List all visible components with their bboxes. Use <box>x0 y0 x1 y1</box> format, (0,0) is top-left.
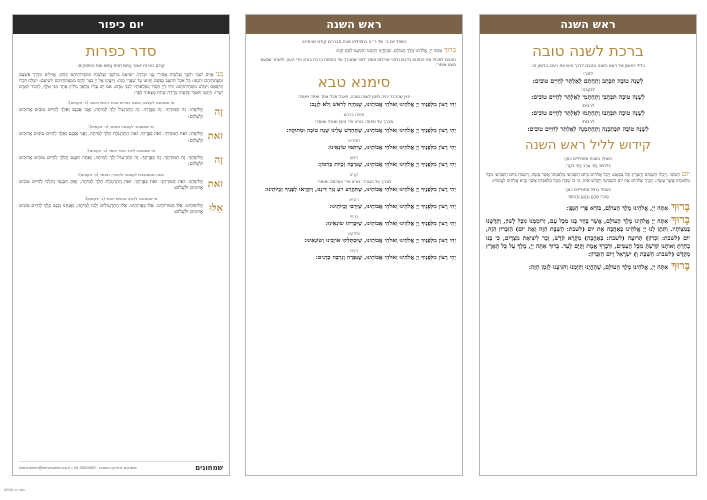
kiddush-text: אַתָּה יְיָ אֱלֹהֵינוּ מֶלֶךְ הָעוֹלָם, אֲשֶׁר בָּחַר בָּנוּ מִכָּל עָם, וְרוֹמְמָנוּ מִכָּל לָשׁוֹן, וְקִדְּשָׁנוּ בְּמִצְוֹתָיו. וַתִּתֶּן לָנוּ יְיָ אֱלֹהֵינוּ בְּאַהֲבָה אֶת יוֹם (לשבת: הַשַּׁבָּת הַזֶּה וְאֶת יוֹם) הַזִּכָּרוֹן הַזֶּה, יוֹם (לשבת: זִכְרוֹן) תְּרוּעָה (לשבת: בְּאַהֲבָה) מִקְרָא קֹדֶשׁ, זֵכֶר לִיצִיאַת מִצְרָיִם, כִּי בָנוּ בָחַרְתָּ וְאוֹתָנוּ קִדַּשְׁתָּ מִכָּל הָעַמִּים, וּדְבָרְךָ אֱמֶת וְקַיָּם לָעַד. בָּרוּךְ אַתָּה יְיָ, מֶלֶךְ עַל כָּל הָאָרֶץ מְקַדֵּשׁ (לשבת: הַשַּׁבָּת וְ) יִשְׂרָאֵל וְיוֹם הַזִּכָּרוֹן: <box>486 218 690 258</box>
item-text: חֲלִיפָתְךָ. זֶה תְּמוּרָתְךָ. זֶה כַּפָּרָתְךָ. זֶה הַתַּרְנְגוֹל יֵלֵךְ לְמִיתָה, וְאַתָּה תִּכָּנֵס וְתֵלֵךְ לְחַיִּים טוֹבִים אֲרוּכִים וּלְשָׁלוֹם: <box>19 155 203 168</box>
panel-header: יום כיפור <box>13 15 229 34</box>
kaparot-row <box>19 156 223 169</box>
wish-text: לְשָׁנָה טוֹבָה תִּכָּתַבְנָה וְתֵחָתַמְנָה לְאַלְתַּר לְחַיִּים טוֹבִים: <box>527 125 649 133</box>
siman-note: מברך על תפוח: בורא פרי העץ ואוכל ואומר: <box>314 119 394 125</box>
kiddush-line <box>486 213 690 259</box>
instruction-note: יכוין שהדבר יהיה סימן לשנה טובה, ויאכל מכל אחד ואחד ויאמר: <box>297 93 411 99</box>
blessing-text: אַתָּה יְיָ, אֱלֹהֵינוּ מֶלֶךְ הָעוֹלָם, שֶׁהֶחֱיָנוּ וְקִיְּמָנוּ וְהִגִּיעָנוּ לַזְּמַן הַזֶּה: <box>335 48 442 54</box>
panel-yom-kippur <box>12 14 230 476</box>
panel-simanim <box>245 14 463 476</box>
wish-label: לרבים: <box>581 103 595 109</box>
kaparot-items <box>19 100 223 216</box>
item-text: חֲלִיפָתֵךְ. זֹאת תְּמוּרָתֵךְ. זֹאת כַּפָּרָתֵךְ. זֹאת הַתַּרְנְגֹלֶת תֵּלֵךְ לְמִיתָה, וְאַתְּ תִּכָּנְסִי וְתֵלְכִי לְחַיִּים טוֹבִים אֲרוּכִים וּלְשָׁלוֹם: <box>19 179 203 192</box>
section-title: סדר כפרות <box>85 42 157 60</box>
item-lead-word: זֶה <box>214 154 223 166</box>
panel-header: ראש השנה <box>246 15 462 34</box>
wish-label: לנקבה: <box>581 87 595 93</box>
item-text: חֲלִיפוֹתֵינוּ. אֵלּוּ תְּמוּרוֹתֵינוּ. אֵלּוּ כַּפָּרוֹתֵינוּ. אֵלּוּ הַתַּרְנְגוֹלִים יֵלְכוּ לְמִיתָה, וַאֲנַחְנוּ נִכָּנֵס וְנֵלֵךְ לְחַיִּים טוֹבִים אֲרוּכִים וּלְשָׁלוֹם: <box>19 203 203 215</box>
kaparot-row <box>19 132 223 145</box>
instruction-note: בלחש: וַיְהִי עֶרֶב וַיְהִי בֹקֶר: <box>565 163 611 168</box>
siman-name: תמרים <box>348 137 360 143</box>
shabbat-text: הַשִּׁשִּׁי. וַיְכֻלּוּ הַשָּׁמַיִם וְהָאָרֶץ וְכָל צְבָאָם: וַיְכַל אֱלֹהִים בַּיּוֹם הַשְּׁבִיעִי מְלַאכְתּוֹ אֲשֶׁר עָשָׂה, וַיִּשְׁבֹּת בַּיּוֹם הַשְּׁבִיעִי מִכָּל מְלַאכְתּוֹ אֲשֶׁר עָשָׂה: וַיְבָרֶךְ אֱלֹהִים אֶת יוֹם הַשְּׁבִיעִי וַיְקַדֵּשׁ אֹתוֹ, כִּי בוֹ שָׁבַת מִכָּל מְלַאכְתּוֹ אֲשֶׁר בָּרָא אֱלֹהִים לַעֲשׂוֹת: <box>486 172 690 184</box>
item-note: מי שמסובב לכמה אנשים יאמר (ג׳ פעמים): <box>84 195 158 201</box>
catalog-number: מק״ט: 4040 <box>4 488 25 492</box>
savri-line: סַבְרִי מָרָנָן וְרַבָּנָן וְרַבּוֹתַי: <box>567 194 609 200</box>
lead-word: יוֹם <box>682 169 690 178</box>
siman-blessing: יְהִי רָצוֹן מִלְּפָנֶיךָ יְיָ אֱלֹהֵינוּ וֵאלֹהֵי אֲבוֹתֵינוּ, שֶׁתְּחַדֵּשׁ עָלֵינוּ שָׁנָה טוֹבָה וּמְתוּקָה: <box>286 127 456 134</box>
siman-name: סילקא <box>348 231 360 237</box>
simanim-list <box>252 112 456 262</box>
siman-blessing: יְהִי רָצוֹן מִלְּפָנֶיךָ יְיָ אֱלֹהֵינוּ וֵאלֹהֵי אֲבוֹתֵינוּ, שֶׁיִּכָּרְתוּ שׂוֹנְאֵינוּ: <box>325 221 456 228</box>
siman-note: מברך על הגורד: בורא פרי האדמה ואומר: <box>316 178 392 184</box>
panel-header: ראש השנה <box>480 15 696 34</box>
instruction-note: נוהגים לאכול את התפוח בדבש ולפני אכילתו אומר לפני שמברך על התפוח ברכת בורא פרי העץ, ולאחר שטעם מעט אומר: <box>260 56 456 68</box>
item-lead-word: זֹאת <box>207 131 223 143</box>
section-title: סימנא טבא <box>317 72 391 91</box>
kiddush-line <box>486 259 690 273</box>
opening-verses <box>19 71 223 98</box>
wish-text: לְשָׁנָה טוֹבָה תִּכָּתֵב וְתֵחָתֵם לְאַלְתַּר לְחַיִּים טוֹבִים: <box>532 77 644 85</box>
footer <box>19 461 223 472</box>
lead-word: בְּנֵי <box>215 69 223 78</box>
shabbat-verses <box>486 171 690 185</box>
siman-blessing: יְהִי רָצוֹן מִלְּפָנֶיךָ יְיָ אֱלֹהֵינוּ וֵאלֹהֵי אֲבוֹתֵינוּ, שֶׁיִּתַּמּוּ שׂוֹנְאֵינוּ: <box>327 144 456 151</box>
siman-name: קרא <box>349 171 359 177</box>
siman-blessing: יְהִי רָצוֹן מִלְּפָנֶיךָ יְיָ אֱלֹהֵינוּ וֵאלֹהֵי אֲבוֹתֵינוּ, שֶׁנִּרְבֶּה זְכֻיּוֹת כְּרִמּוֹן: <box>317 161 456 168</box>
siman-blessing: יְהִי רָצוֹן מִלְּפָנֶיךָ יְיָ אֱלֹהֵינוּ וֵאלֹהֵי אֲבוֹתֵינוּ, שֶׁיִּרְבּוּ זְכֻיּוֹתֵינוּ: <box>329 204 456 211</box>
siman-blessing: יְהִי רָצוֹן מִלְּפָנֶיךָ יְיָ אֱלֹהֵינוּ וֵאלֹהֵי אֲבוֹתֵינוּ, שֶׁיִּסְתַּלְּקוּ אוֹיְבֵינוּ וְשׂוֹנְאֵינוּ: <box>304 238 456 245</box>
siman-blessing: יְהִי רָצוֹן מִלְּפָנֶיךָ יְיָ אֱלֹהֵינוּ וֵאלֹהֵי אֲבוֹתֵינוּ, שֶׁתִּקְרַע רֹעַ גְּזַר דִּינֵנוּ, וְיִקָּרְאוּ לְפָנֶיךָ זְכֻיּוֹתֵינוּ: <box>264 187 456 194</box>
item-lead-word: אֵלּוּ <box>209 202 223 214</box>
item-note: מי שמסובב לעצמו, יסובב כפרות סביב ראשו ויאמר (ג׳ פעמים): <box>67 100 175 106</box>
item-lead-word: זֹאת <box>207 178 223 190</box>
item-note: מי שמסובב לעצמה תאמר (ג׳ פעמים): <box>88 124 154 130</box>
instruction-note: כשחל בחול מתחילים כאן: <box>565 186 611 192</box>
wish-text: לְשָׁנָה טוֹבָה תִּכָּתְבוּ וְתֵחָתְמוּ לְאַלְתַּר לְחַיִּים טוֹבִים: <box>531 109 645 117</box>
wish-label: לרבות: <box>581 119 595 125</box>
siman-name: רוביא <box>349 197 359 203</box>
opening-text: אָדָם יֹשְׁבֵי חֹשֶׁךְ וְצַלְמָוֶת אֲסִירֵי עֳנִי וּבַרְזֶל: יוֹצִיאֵם מֵחֹשֶׁךְ וְצַלְמָוֶת וּמוֹסְרוֹתֵיהֶם יְנַתֵּק: אֱוִילִים מִדֶּרֶךְ פִּשְׁעָם וּמֵעֲוֹנֹתֵיהֶם יִתְעַנּוּ: כָּל אֹכֶל תְּתַעֵב נַפְשָׁם וַיַּגִּיעוּ עַד שַׁעֲרֵי מָוֶת: וַיִּזְעֲקוּ אֶל יְיָ בַּצַּר לָהֶם מִמְּצֻקוֹתֵיהֶם יוֹשִׁיעֵם: יִשְׁלַח דְּבָרוֹ וְיִרְפָּאֵם וִימַלֵּט מִשְּׁחִיתוֹתָם: יוֹדוּ לַיְיָ חַסְדּוֹ וְנִפְלְאוֹתָיו לִבְנֵי אָדָם: אִם יֵשׁ עָלָיו מַלְאָךְ מֵלִיץ אֶחָד מִנִּי אָלֶף, לְהַגִּיד לְאָדָם יָשְׁרוֹ: וַיְחֻנֶּנּוּ וַיֹּאמֶר פְּדָעֵהוּ מֵרֶדֶת שַׁחַת מָצָאתִי כֹפֶר: <box>19 72 223 97</box>
panel-kiddush <box>479 14 697 476</box>
section-title: קידוש לליל ראש השנה <box>524 137 652 153</box>
footer-text: משווקים יודאיקה ומתנות - 03-0000000 | simchonim@simchonim.co.il <box>19 465 137 470</box>
item-text: חֲלִיפָתִי. זֹאת תְּמוּרָתִי. זֹאת כַּפָּרָתִי. זֹאת הַתַּרְנְגֹלֶת תֵּלֵךְ לְמִיתָה, וַאֲנִי אֶכָּנֵס וְאֵלֵךְ לְחַיִּים טוֹבִים אֲרוּכִים וּלְשָׁלוֹם: <box>19 132 203 144</box>
wish-label: לזכר: <box>582 71 594 77</box>
instruction-note: כשחל בשבת מתחילים כאן: <box>564 155 612 161</box>
item-lead-word: זֶה <box>214 107 223 119</box>
instruction-note: בליל ראשון של ראש השנה נוהגים לברך איש את רעהו בלשון זה: <box>531 63 645 68</box>
kiddush-text: אַתָּה יְיָ, אֱלֹהֵינוּ מֶלֶךְ הָעוֹלָם, בּוֹרֵא פְּרִי הַגָּפֶן: <box>566 204 669 212</box>
siman-name: תפוח בדבש <box>343 112 365 118</box>
instruction-note: כשחל יום ב׳ של ר״ה בתחילתו שבת מברכים קודם שהחיינו: <box>301 39 407 44</box>
section-title: ברכת לשנה טובה <box>532 42 644 60</box>
siman-name: כרתי <box>349 214 359 220</box>
siman-name: דגים <box>350 248 358 254</box>
item-note: מי שמסובב לזכר אחר יאמר (ג׳ פעמים): <box>86 147 156 153</box>
kiddush-line <box>486 199 690 213</box>
kiddush-text: אַתָּה יְיָ, אֱלֹהֵינוּ מֶלֶךְ הָעוֹלָם, שֶׁהֶחֱיָנוּ וְקִיְּמָנוּ וְהִגִּיעָנוּ לַזְּמַן הַזֶּה: <box>528 264 669 272</box>
lead-word: בָּרוּךְ <box>443 45 456 54</box>
siman-blessing: יְהִי רָצוֹן מִלְּפָנֶיךָ יְיָ אֱלֹהֵינוּ וֵאלֹהֵי אֲבוֹתֵינוּ, שֶׁנִּפְרֶה וְנִרְבֶּה כְּדָגִים: <box>315 255 456 262</box>
wishes-list <box>486 72 690 133</box>
kiddush-blessings <box>486 199 690 273</box>
item-note: אשה שמסובבת לעצמה ולאחר, תאמר (ג׳ פעמים): <box>77 171 165 177</box>
lead-word: בָּרוּךְ <box>671 213 690 227</box>
lead-word: בָּרוּךְ <box>671 259 690 273</box>
first-wish: יְהִי רָצוֹן מִלְּפָנֶיךָ יְיָ אֱלֹהֵינוּ וֵאלֹהֵי אֲבוֹתֵינוּ, שֶׁנִּהְיֶה לְרֹאשׁ וְלֹא לְזָנָב: <box>309 102 456 109</box>
wish-text: לְשָׁנָה טוֹבָה תִּכָּתְבִי וְתֵחָתְמִי לְאַלְתַּר לְחַיִּים טוֹבִים: <box>531 93 645 101</box>
brand-logo: שמחונים <box>195 464 223 472</box>
kaparot-row <box>19 180 223 193</box>
instruction-note: קודם כפרות יאמר נַפְשׁוֹ תחת נַפְשׁוֹ ואת הפסוקים: <box>77 63 165 68</box>
lead-word: בָּרוּךְ <box>671 199 690 213</box>
kaparot-row <box>19 204 223 217</box>
item-text: חֲלִיפָתִי. זֶה תְּמוּרָתִי. זֶה כַּפָּרָתִי. זֶה הַתַּרְנְגוֹל יֵלֵךְ לְמִיתָה, וַאֲנִי אֶכָּנֵס וְאֵלֵךְ לְחַיִּים טוֹבִים אֲרוּכִים וּלְשָׁלוֹם: <box>19 108 203 120</box>
shehecheyanu-blessing <box>252 47 456 55</box>
siman-name: רימון <box>349 154 359 160</box>
kaparot-row <box>19 108 223 121</box>
